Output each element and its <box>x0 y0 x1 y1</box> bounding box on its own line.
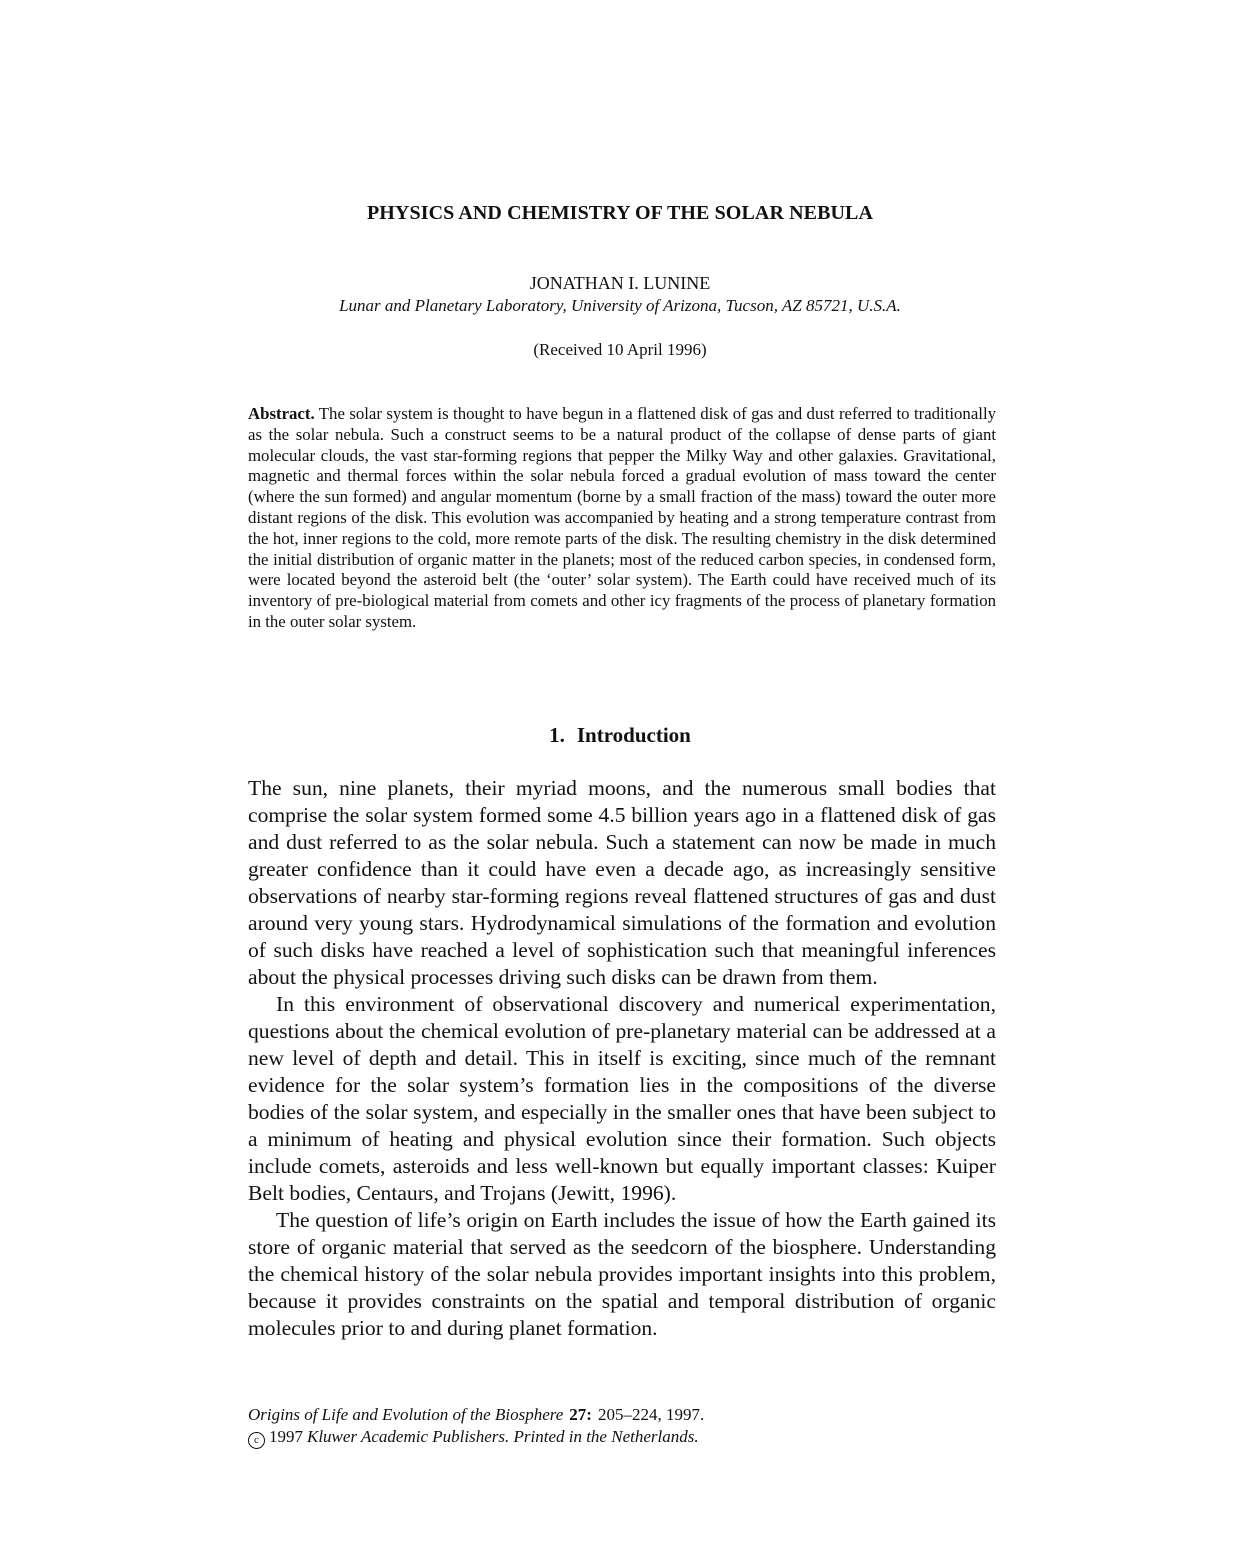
paragraph-3: The question of life’s origin on Earth includes the issue of how the Earth gained its store of organic material that served as the seedcorn of the biosphere. Understanding the chemical history of the solar nebula provides important insights into this problem, because it provides constraints on the spatial and temporal distribution of organic molecules prior to and during planet formation. <box>248 1208 996 1340</box>
received-date: (Received 10 April 1996) <box>533 340 707 359</box>
journal-name: Origins of Life and Evolution of the Biosphere <box>248 1405 564 1424</box>
abstract <box>248 404 996 633</box>
section-heading <box>0 723 1240 748</box>
author-name: JONATHAN I. LUNINE <box>529 273 711 293</box>
copyright-icon: c <box>248 1432 265 1449</box>
journal-volume: 27: <box>569 1405 592 1424</box>
author-affiliation: Lunar and Planetary Laboratory, University of Arizona, Tucson, AZ 85721, U.S.A. <box>339 296 901 315</box>
abstract-label: Abstract. <box>248 404 315 423</box>
abstract-text: The solar system is thought to have begun in a flattened disk of gas and dust referred to traditionally as the solar nebula. Such a construct seems to be a natural product of the collapse of dense parts of giant molecular clouds, the vast star-forming regions that pepper the Milky Way and other galaxies. Gravitational, magnetic and thermal forces within the solar nebula forced a gradual evolution of mass toward the center (where the sun formed) and angular momentum (borne by a small fraction of the mass) toward the outer more distant regions of the disk. This evolution was accompanied by heating and a strong temperature contrast from the hot, inner regions to the cold, more remote parts of the disk. The resulting chemistry in the disk determined the initial distribution of organic matter in the planets; most of the reduced carbon species, in condensed form, were located beyond the asteroid belt (the ‘outer’ solar system). The Earth could have received much of its inventory of pre-biological material from comets and other icy fragments of the process of planetary formation in the outer solar system. <box>248 404 996 631</box>
body-text <box>248 775 996 1342</box>
paper-title: PHYSICS AND CHEMISTRY OF THE SOLAR NEBULA <box>366 202 874 224</box>
journal-pages: 205–224, 1997. <box>597 1405 705 1424</box>
section-number: 1. <box>549 723 565 747</box>
copyright-line <box>248 1426 996 1449</box>
paragraph-1: The sun, nine planets, their myriad moons, and the numerous small bodies that comprise the solar system formed some 4.5 billion years ago in a flattened disk of gas and dust referred to as the solar nebula. Such a statement can now be made in much greater confidence than it could have even a decade ago, as increasingly sensitive observations of nearby star-forming regions reveal flattened structures of gas and dust around very young stars. Hydrodynamical simulations of the formation and evolution of such disks have reached a level of sophistication such that meaningful inferences about the physical processes driving such disks can be drawn from them. <box>248 776 996 989</box>
copyright-year: 1997 <box>269 1427 303 1446</box>
publication-footer <box>248 1404 996 1449</box>
publisher-note: Kluwer Academic Publishers. Printed in the Netherlands. <box>307 1427 699 1446</box>
section-title: Introduction <box>576 723 691 747</box>
citation-line <box>248 1404 996 1426</box>
paragraph-2: In this environment of observational discovery and numerical experimentation, questions about the chemical evolution of pre-planetary material can be addressed at a new level of depth and detail. This in itself is exciting, since much of the remnant evidence for the solar system’s formation lies in the compositions of the diverse bodies of the solar system, and especially in the smaller ones that have been subject to a minimum of heating and physical evolution since their formation. Such objects include comets, asteroids and less well-known but equally important classes: Kuiper Belt bodies, Centaurs, and Trojans (Jewitt, 1996). <box>248 992 996 1205</box>
